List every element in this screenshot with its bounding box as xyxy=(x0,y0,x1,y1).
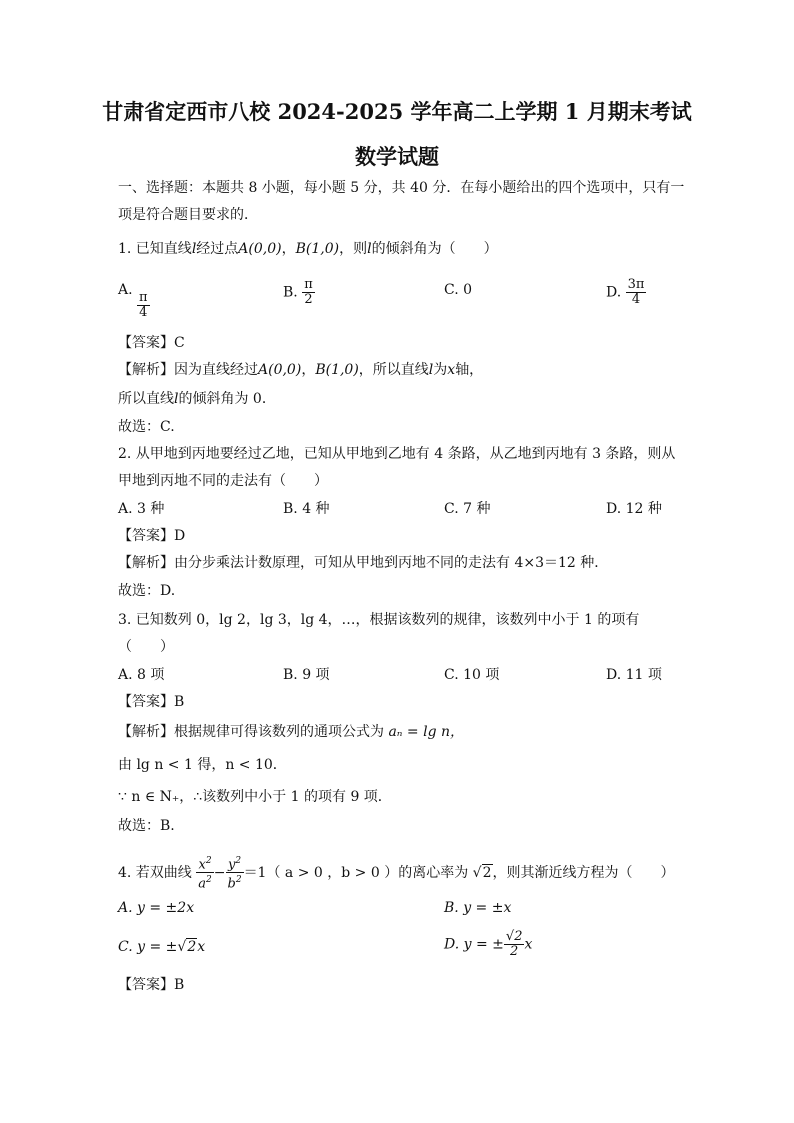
q4-answer: 【答案】B xyxy=(118,977,185,993)
q3-answer: 【答案】B xyxy=(118,694,185,710)
q1-choose: 故选：C. xyxy=(118,419,175,435)
q2-option-d: D. 12 种 xyxy=(606,501,662,517)
q4-option-a: A. y = ±2x xyxy=(118,900,195,916)
q1-option-a: A. $\frac{\pi}{4}$ xyxy=(118,282,148,320)
q3-choose: 故选：B. xyxy=(118,818,175,834)
q1-stem: 1. 已知直线l经过点A(0,0)，B(1,0)，则l的倾斜角为（ ） xyxy=(118,241,498,257)
q3-option-b: B. 9 项 xyxy=(283,667,330,683)
q1-explanation-line1: 【解析】因为直线经过A(0,0)，B(1,0)，所以直线l为x轴， xyxy=(118,362,484,378)
document-subtitle: 数学试题 xyxy=(355,144,439,169)
q2-option-b: B. 4 种 xyxy=(283,501,330,517)
section-heading-line1: 一、选择题：本题共 8 小题，每小题 5 分，共 40 分．在每小题给出的四个选项中，只有一 xyxy=(118,180,685,196)
q3-stem-line1: 3. 已知数列 0，lg 2，lg 3，lg 4，…，根据该数列的规律，该数列中小于 1 的项有 xyxy=(118,612,640,628)
q2-choose: 故选：D. xyxy=(118,583,176,599)
q2-option-a: A. 3 种 xyxy=(118,501,165,517)
q2-answer: 【答案】D xyxy=(118,528,186,544)
q1-answer: 【答案】C xyxy=(118,335,185,351)
document-title: 甘肃省定西市八校 2024-2025 学年高二上学期 1 月期末考试 xyxy=(102,99,692,124)
q3-option-a: A. 8 项 xyxy=(118,667,165,683)
q1-explanation-line2: 所以直线l的倾斜角为 0． xyxy=(118,391,276,407)
q4-option-b: B. y = ±x xyxy=(444,900,512,916)
q3-explanation-line3: ∵ n ∈ N₊，∴该数列中小于 1 的项有 9 项． xyxy=(118,789,392,805)
q3-stem-line2: （ ） xyxy=(118,639,174,655)
hyperbola-x-term: $\frac{x^2}{a^2}$ xyxy=(198,856,212,892)
q3-explanation-line2: 由 lg n < 1 得，n < 10． xyxy=(118,757,287,773)
q3-explanation-line1: 【解析】根据规律可得该数列的通项公式为 aₙ = lg n， xyxy=(118,724,465,740)
q4-option-d: D. y = ± $\frac{√2}{2}$ x xyxy=(444,929,533,959)
q1-option-c: C. 0 xyxy=(444,282,473,298)
q2-stem-line1: 2. 从甲地到丙地要经过乙地，已知从甲地到乙地有 4 条路，从乙地到丙地有 3 条路，则从 xyxy=(118,446,676,462)
q4-option-c: C. y = ±√2x xyxy=(118,939,206,955)
q1-option-b: B. $\frac{\pi}{2}$ xyxy=(283,277,313,307)
q2-option-c: C. 7 种 xyxy=(444,501,491,517)
q3-option-c: C. 10 项 xyxy=(444,667,500,683)
q4-stem: 4. 若双曲线 $\frac{x^2}{a^2}$ − $\frac{y^2}{b^2}$ ＝1（ a > 0 ，b > 0 ）的离心率为 √2，则其渐近线方程为（ ） xyxy=(118,856,675,892)
hyperbola-y-term: $\frac{y^2}{b^2}$ xyxy=(227,856,242,892)
q3-option-d: D. 11 项 xyxy=(606,667,662,683)
q1-option-d: D. $\frac{3\pi}{4}$ xyxy=(606,277,645,307)
q2-explanation: 【解析】由分步乘法计数原理，可知从甲地到丙地不同的走法有 4×3＝12 种． xyxy=(118,555,609,571)
section-heading-line2: 项是符合题目要求的． xyxy=(118,207,258,223)
q2-stem-line2: 甲地到丙地不同的走法有（ ） xyxy=(118,473,328,489)
